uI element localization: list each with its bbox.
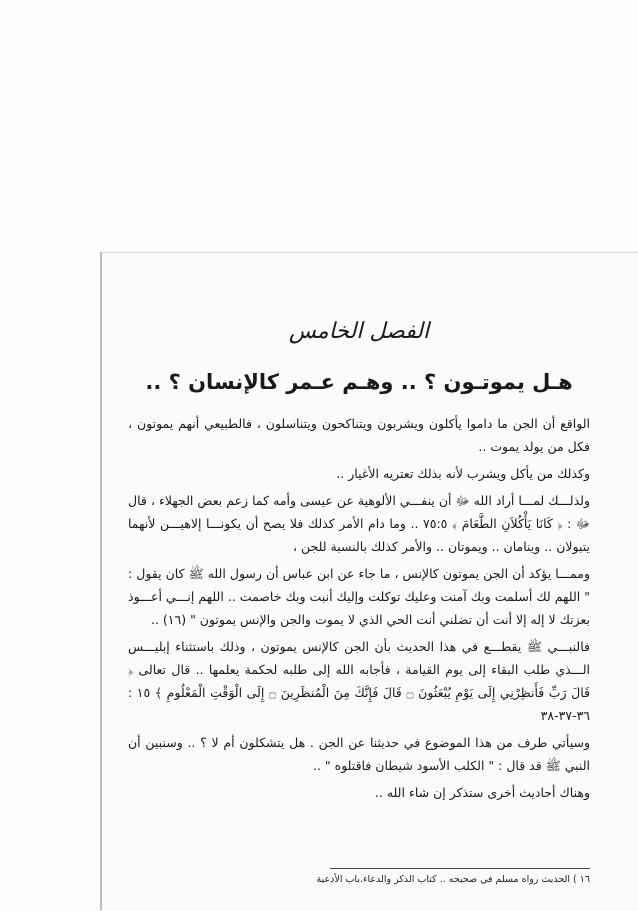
paragraph-5: فالنبـــي ﷺ يقطـــع في هذا الحديث بأن الجن كالإنس يموتون ، وذلك باستثناء إبليـــس الـــذي طلب البقاء إلى يوم القيامة ، فأجابه الله إلى طلبه لحكمة يعلمها .. قال تعالى ﴿ قَالَ رَبِّ فَأَنظِرْنِي إِلَى يَوْمِ يُبْعَثُونَ ۝ قَالَ فَإِنَّكَ مِنَ الْمُنظَرِينَ ۝ إِلَى الْوَقْتِ الْمَعْلُومِ ﴾ ١٥ : ٣٦-٣٧-٣٨ (128, 639, 591, 723)
footnote: ١٦ ) الحديث رواه مسلم في صحيحه .. كتاب الذكر والدعاء.باب الأدعية (316, 874, 590, 885)
section-title: هـل يموتـون ؟ .. وهـم عـمر كالإنسان ؟ .. (145, 370, 573, 394)
footnote-divider (330, 868, 590, 869)
page-content (128, 318, 590, 808)
chapter-title: الفصل الخامس (288, 319, 430, 344)
paragraph-4: وممـــا يؤكد أن الجن يموتون كالإنس ، ما جاء عن ابن عباس أن رسول الله ﷺ كان يقول : " اللهم لك أسلمت وبك آمنت وعليك توكلت وإليك أنبت وبك خاصمت .. اللهم إنـــي أعـــوذ بعزتك لا إله إلا أنت أن تضلني أنت الحي الذي لا يموت والجن والإنس يموتون " (١٦) .. (128, 566, 590, 627)
paragraph-1: الواقع أن الجن ما داموا يأكلون ويشربون ويتناكحون ويتناسلون ، فالطبيعي أنهم يموتون ، فكل من يولد يموت .. (128, 416, 590, 454)
paragraph-3: ولذلـــك لمـــا أراد الله ﷻ أن ينفـــي الألوهية عن عيسى وأمه كما زعم بعض الجهلاء ، قال ﷻ : ﴿ كَانَا يَأْكُلاَنِ الطَّعَامَ ﴾ ٧٥:٥ .. وما دام الأمر كذلك فلا يصح أن يكونـــا إلاهيـــن لأنهما يتبولان .. وينامان .. ويموتان .. والأمر كذلك بالنسبة للجن ، (128, 493, 591, 554)
paragraph-2: وكذلك من يأكل ويشرب لأنه بذلك تعتريه الأغيار .. (336, 466, 590, 481)
page-edge-line (100, 252, 102, 910)
paragraph-7: وهناك أحاديث أخرى ستذكر إن شاء الله .. (374, 785, 590, 800)
paragraph-6: وسيأتي طرف من هذا الموضوع في حديثنا عن الجن . هل يتشكلون أم لا ؟ .. وسنبين أن النبي ﷺ قد قال : " الكلب الأسود شيطان فاقتلوه " .. (128, 735, 590, 773)
